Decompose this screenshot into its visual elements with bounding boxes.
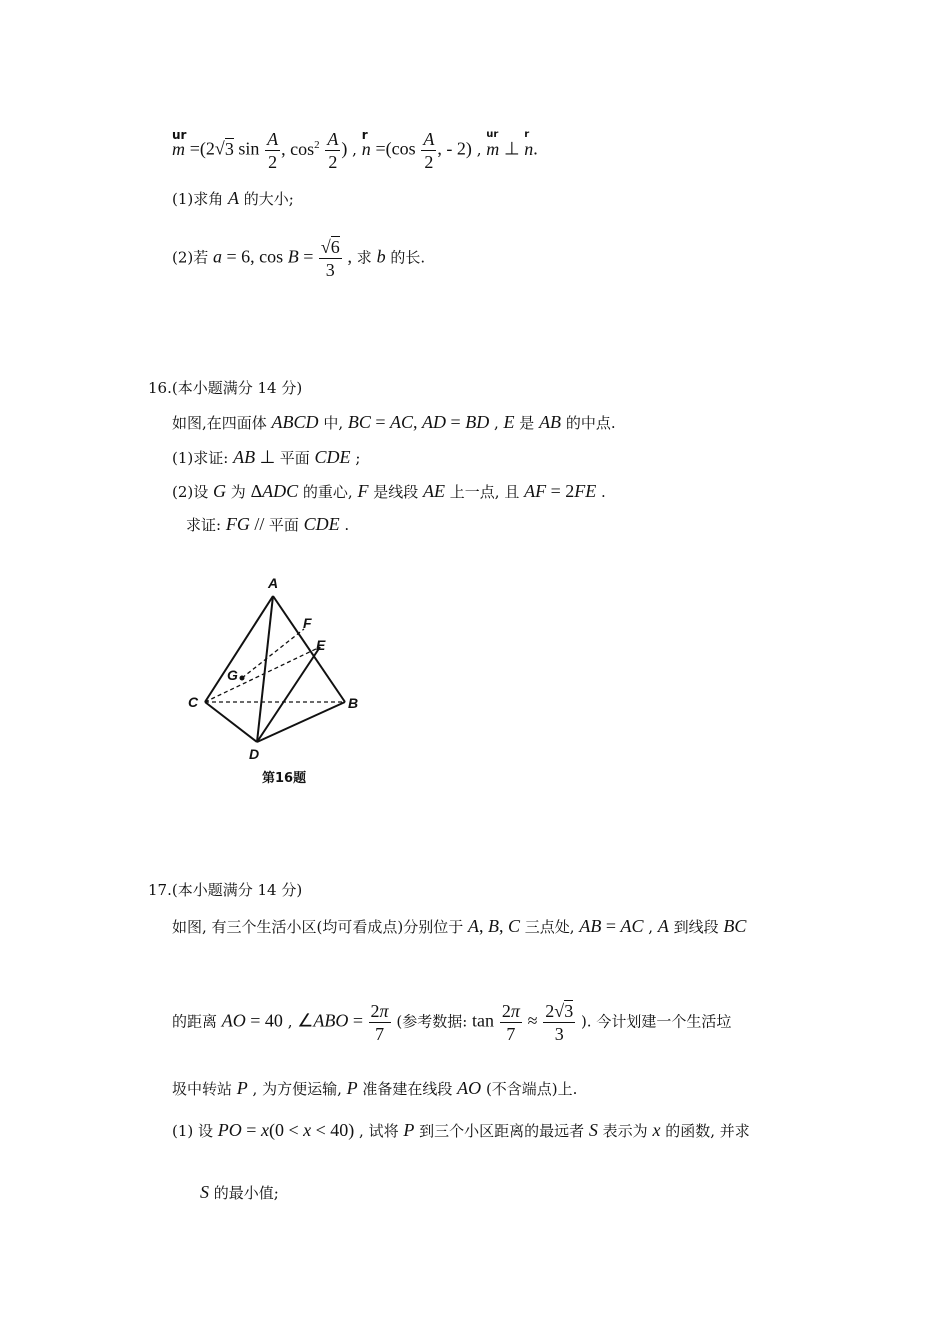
q15-part1: (1)求角 A 的大小; [172,188,294,208]
vector-m: ur m [486,128,500,159]
q16-header: 16.(本小题满分 14 分) [148,379,303,397]
q15-vector-line: ur m =(2√3 sin $\frac{A}{2}$ , $\cos^2$ $\frac{A}{2}$ ) , r n =(cos $\frac{A}{2}$ , - 2) , ur m ⊥ r n. [172,127,538,172]
q15-part2: (2)若 a = 6, cos B = $\frac{√6}{3}$ , 求 b 的长. [172,237,426,280]
fraction-a-over-2: $\frac{A}{2}$ [423,129,435,172]
fraction-a-over-2: $\frac{A}{2}$ [267,129,279,172]
edge-cd [205,702,257,742]
label-e: E [316,637,326,653]
label-a: A [268,575,279,591]
point-g [240,676,245,681]
edge-ab [273,596,345,702]
fraction-a-over-2: $\frac{A}{2}$ [327,129,339,172]
segment-gf [242,629,304,678]
vector-n: r n [524,128,534,159]
vector-m: ur m [172,127,187,159]
label-b: B [348,695,359,711]
label-f: F [303,615,312,631]
q16-part2: (2)设 G 为 ΔADC 的重心, F 是线段 AE 上一点, 且 AF = 2FE . [172,481,606,501]
q17-line4: (1) 设 PO = x(0 < x < 40) , 试将 P 到三个小区距离的最远者 S 表示为 x 的函数, 并求 [172,1120,750,1140]
q17-line3: 圾中转站 P , 为方便运输, P 准备建在线段 AO (不含端点)上. [172,1078,578,1098]
tetrahedron-figure [180,570,380,790]
label-g: G [227,667,238,683]
label-d: D [249,746,260,762]
q16-part1: (1)求证: AB ⊥ 平面 CDE ; [172,447,361,467]
q17-line2: 的距离 AO = 40 , ∠ABO = $\frac{2\pi}{7}$ (参考数据: tan $\frac{2\pi}{7}$ ≈ $\frac{2√3}{3}$ ). 今计划建一个生活垃 [172,1001,732,1044]
q16-intro: 如图,在四面体 ABCD 中, BC = AC, AD = BD , E 是 AB 的中点. [172,412,616,432]
figure-caption: 第16题 [262,771,307,786]
q17-line5: S 的最小值; [200,1182,279,1202]
q17-line1: 如图, 有三个生活小区(均可看成点)分别位于 A, B, C 三点处, AB = AC , A 到线段 BC [172,916,747,936]
vector-n: r n [361,127,371,159]
q17-header: 17.(本小题满分 14 分) [148,881,303,899]
label-c: C [188,694,199,710]
q16-part2b: 求证: FG // 平面 CDE . [186,514,350,534]
